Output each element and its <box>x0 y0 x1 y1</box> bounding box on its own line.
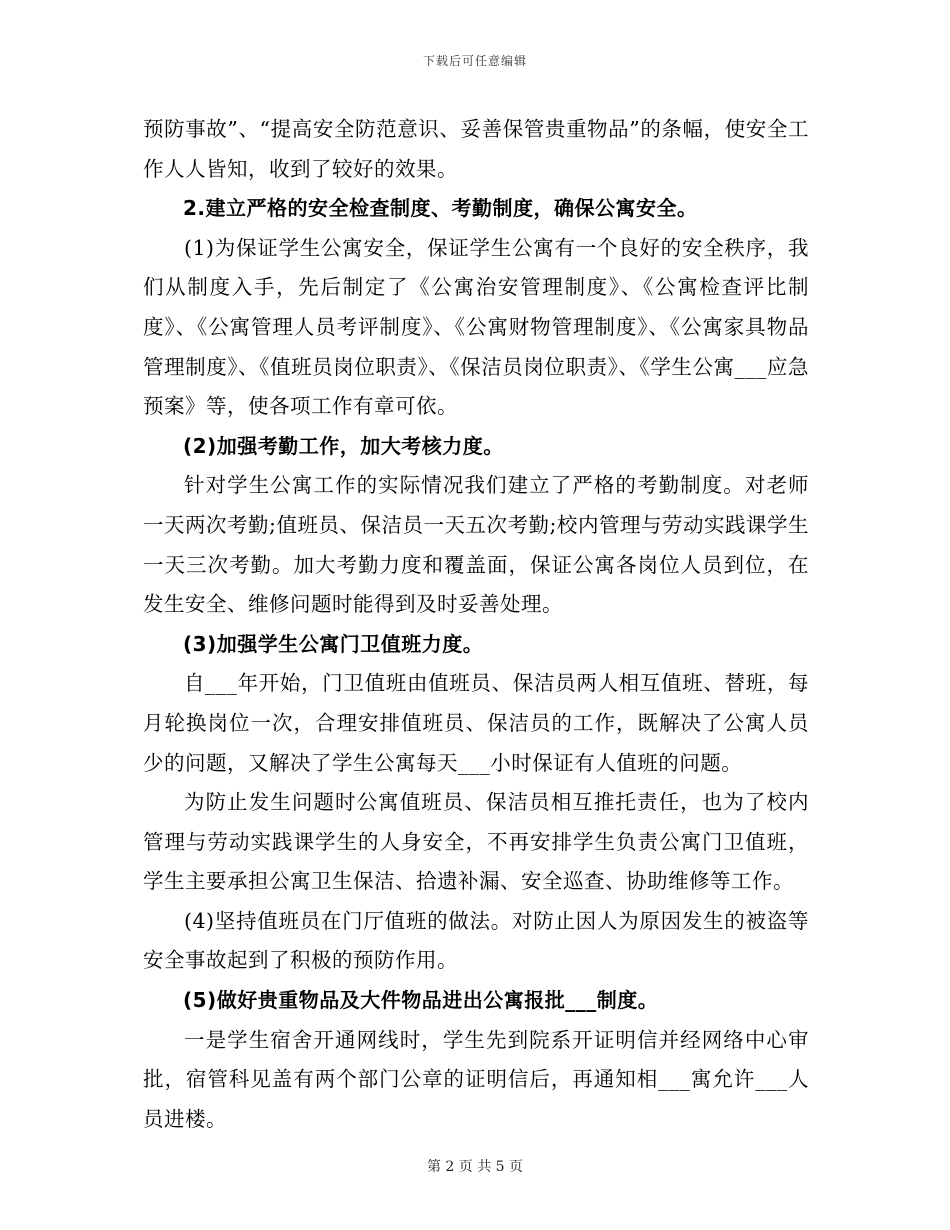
subheading-guard-duty: (3)加强学生公寓门卫值班力度。 <box>183 631 484 656</box>
paragraph-network-approval: 一是学生宿舍开通网线时，学生先到院系开证明信并经网络中心审批，宿管科见盖有两个部门公章的证明信后，再通知相___寓允许___人员进楼。 <box>143 1027 809 1131</box>
subheading-valuables: (5)做好贵重物品及大件物品进出公寓报批___制度。 <box>183 988 659 1013</box>
page-number: 第 2 页 共 5 页 <box>426 1159 524 1175</box>
paragraph-lobby-duty: (4)坚持值班员在门厅值班的做法。对防止因人为原因发生的被盗等安全事故起到了积极的预防作用。 <box>143 908 809 973</box>
subheading-attendance: (2)加强考勤工作，加大考核力度。 <box>183 433 504 458</box>
page-header: 下载后可任意编辑 <box>422 54 527 68</box>
paragraph-slogan-continuation: 预防事故”、“提高安全防范意识、妥善保管贵重物品”的条幅，使安全工作人人皆知，收到了较好的效果。 <box>143 117 809 181</box>
paragraph-regulations: (1)为保证学生公寓安全，保证学生公寓有一个良好的安全秩序，我们从制度入手，先后制定了《公寓治安管理制度》、《公寓检查评比制度》、《公寓管理人员考评制度》、《公寓财物管理制度》、《公寓家具物品管理制度》、《值班员岗位职责》、《保洁员岗位职责》、《学生公寓___应急预案》等，使各项工作有章可依。 <box>143 235 809 419</box>
document-body <box>143 110 809 1139</box>
paragraph-responsibility: 为防止发生问题时公寓值班员、保洁员相互推托责任，也为了校内管理与劳动实践课学生的人身安全，不再安排学生负责公寓门卫值班，学生主要承担公寓卫生保洁、拾遗补漏、安全巡查、协助维修等工作。 <box>143 790 809 894</box>
section-heading-2: 2.建立严格的安全检查制度、考勤制度，确保公寓安全。 <box>183 196 698 221</box>
paragraph-guard-rotation: 自___年开始，门卫值班由值班员、保洁员两人相互值班、替班，每月轮换岗位一次，合理安排值班员、保洁员的工作，既解决了公寓人员少的问题，又解决了学生公寓每天___小时保证有人值班的问题。 <box>143 671 809 775</box>
paragraph-attendance: 针对学生公寓工作的实际情况我们建立了严格的考勤制度。对老师一天两次考勤;值班员、保洁员一天五次考勤;校内管理与劳动实践课学生一天三次考勤。加大考勤力度和覆盖面，保证公寓各岗位人员到位，在发生安全、维修问题时能得到及时妥善处理。 <box>143 473 809 617</box>
